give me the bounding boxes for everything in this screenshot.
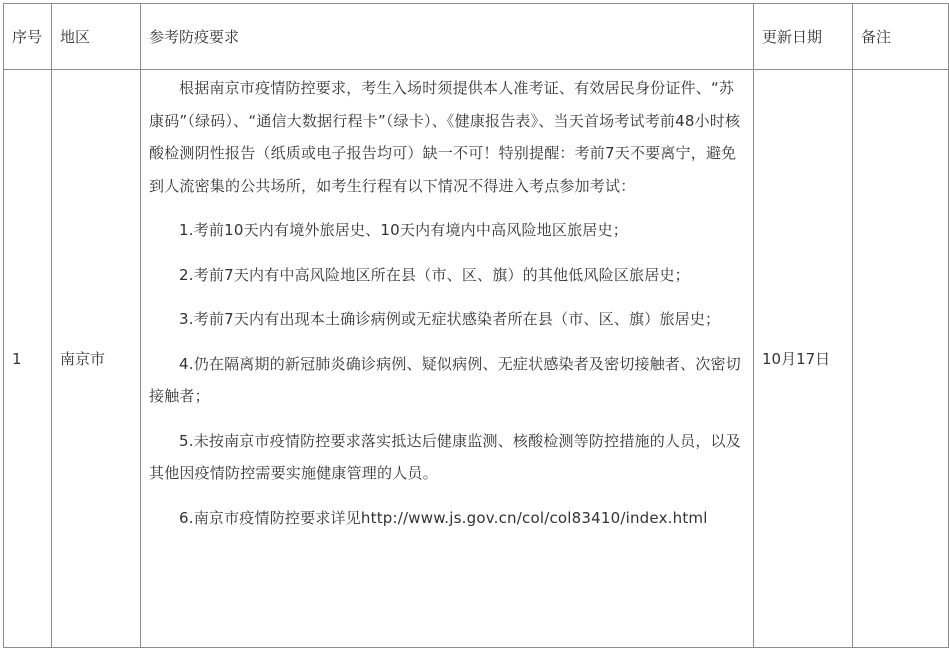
- cell-remarks: [853, 70, 949, 648]
- requirements-intro: 根据南京市疫情防控要求，考生入场时须提供本人准考证、有效居民身份证件、“苏康码”（绿码）、“通信大数据行程卡”（绿卡）、《健康报告表》、当天首场考试考前48小时核酸检测阴性报告（纸质或电子报告均可）缺一不可！特别提醒：考前7天不要离宁，避免到人流密集的公共场所，如考生行程有以下情况不得进入考点参加考试：: [149, 79, 741, 195]
- requirements-content: [149, 70, 743, 534]
- table-header-row: [4, 4, 949, 70]
- requirement-item-3: 3.考前7天内有出现本土确诊病例或无症状感染者所在县（市、区、旗）旅居史；: [179, 310, 721, 328]
- requirement-item-1: 1.考前10天内有境外旅居史、10天内有境内中高风险地区旅居史；: [179, 221, 628, 239]
- requirement-item-2: 2.考前7天内有中高风险地区所在县（市、区、旗）的其他低风险区旅居史；: [179, 265, 690, 284]
- cell-update-date: 10月17日: [754, 70, 853, 648]
- cell-region: 南京市: [52, 70, 141, 648]
- cell-seq: 1: [4, 70, 52, 648]
- header-requirements: 参考防疫要求: [141, 4, 754, 70]
- cell-requirements: [141, 70, 754, 648]
- header-region: 地区: [52, 4, 141, 70]
- header-update-date: 更新日期: [754, 4, 853, 70]
- header-seq: 序号: [4, 4, 52, 70]
- header-remarks: 备注: [853, 4, 949, 70]
- requirement-item-5: 5.未按南京市疫情防控要求落实抵达后健康监测、核酸检测等防控措施的人员，以及其他因疫情防控需要实施健康管理的人员。: [149, 431, 741, 482]
- requirement-item-4: 4.仍在隔离期的新冠肺炎确诊病例、疑似病例、无症状感染者及密切接触者、次密切接触者；: [149, 354, 741, 405]
- requirements-table: [3, 3, 949, 648]
- requirement-item-6: 6.南京市疫情防控要求详见http://www.js.gov.cn/col/col83410/index.html: [179, 508, 708, 527]
- table-row: [4, 70, 949, 648]
